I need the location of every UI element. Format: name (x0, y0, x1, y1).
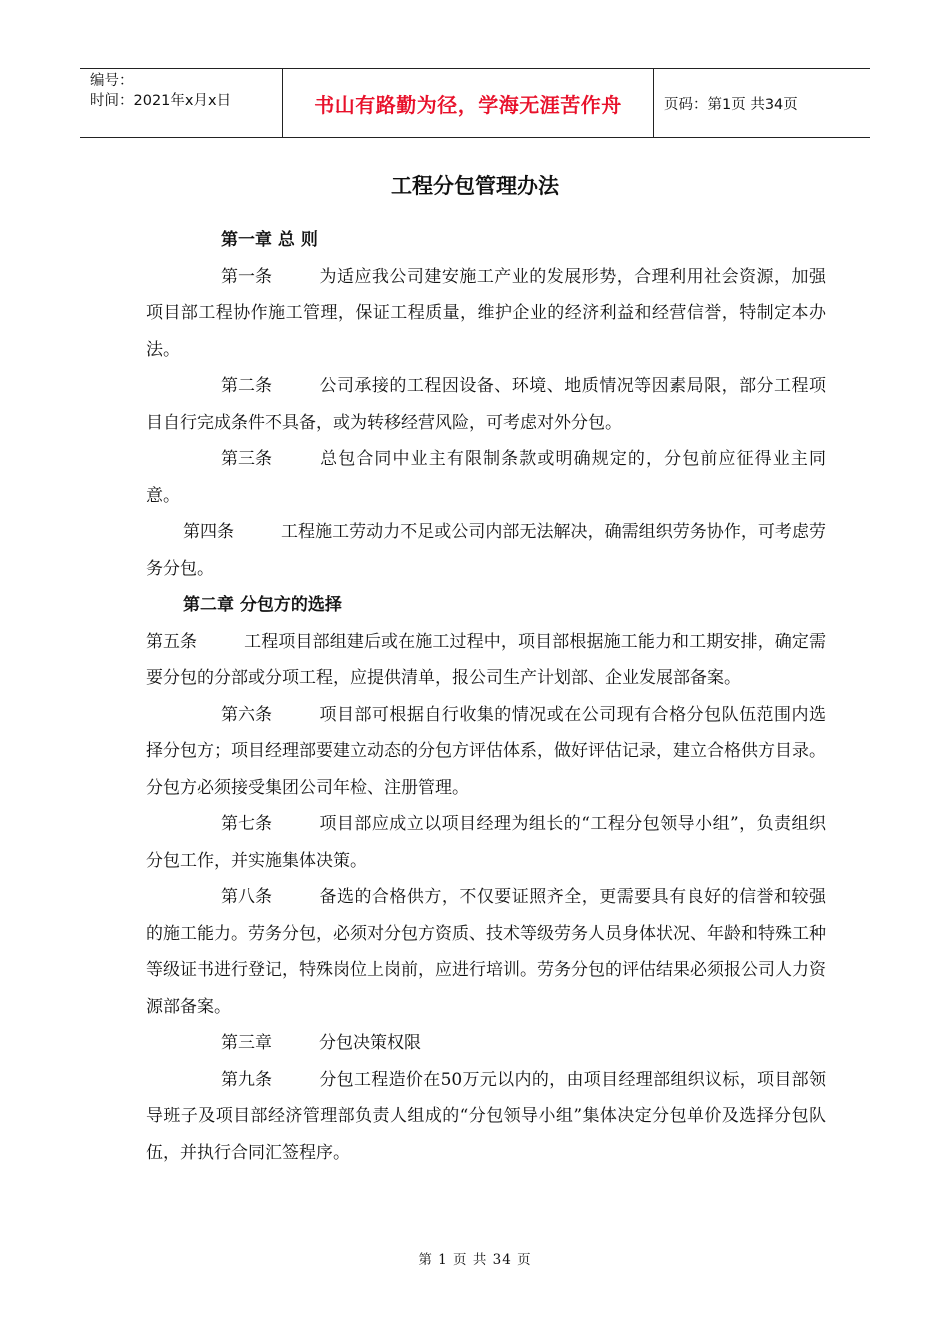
article-1-label: 第一条 (221, 266, 272, 287)
article-9-text: 分包工程造价在50万元以内的，由项目经理部组织议标，项目部领导班子及项目部经济管理部负责人组成的“分包领导小组”集体决定分包单价及选择分包队伍，并执行合同汇签程序。 (146, 1069, 826, 1163)
document-header (80, 68, 870, 138)
article-5-label: 第五条 (146, 631, 197, 652)
document-title: 工程分包管理办法 (391, 174, 559, 198)
chapter-2-heading: 第二章 分包方的选择 (183, 595, 342, 615)
document-date: 时间：2021年x月x日 (90, 93, 232, 109)
article-1-text: 为适应我公司建安施工产业的发展形势，合理利用社会资源，加强项目部工程协作施工管理，保证工程质量，维护企业的经济利益和经营信誉，特制定本办法。 (146, 266, 826, 360)
article-7-label: 第七条 (221, 814, 272, 834)
chapter-3-label: 第三章 (221, 1033, 272, 1053)
article-5 (146, 624, 826, 697)
article-2 (146, 368, 826, 441)
header-page-info: 页码：第1页 共34页 (664, 96, 798, 113)
article-1 (146, 259, 826, 369)
article-4 (146, 514, 826, 587)
page-footer: 第 1 页 共 34 页 (418, 1252, 532, 1268)
article-6-text: 项目部可根据自行收集的情况或在公司现有合格分包队伍范围内选择分包方；项目经理部要建立动态的分包方评估体系，做好评估记录，建立合格供方目录。分包方必须接受集团公司年检、注册管理。 (146, 704, 826, 798)
article-3-label: 第三条 (221, 449, 272, 469)
document-body (146, 222, 826, 1171)
article-2-label: 第二条 (221, 376, 272, 396)
article-7 (146, 806, 826, 879)
chapter-3-title: 分包决策权限 (319, 1033, 421, 1053)
article-3 (146, 441, 826, 514)
article-9-label: 第九条 (221, 1069, 272, 1090)
header-motto: 书山有路勤为径，学海无涯苦作舟 (282, 69, 654, 137)
article-7-text: 项目部应成立以项目经理为组长的“工程分包领导小组”，负责组织分包工作，并实施集体决策。 (146, 814, 826, 871)
chapter-1-heading: 第一章 总 则 (221, 230, 318, 250)
article-4-label: 第四条 (183, 522, 234, 542)
article-6-label: 第六条 (221, 704, 272, 725)
article-6 (146, 697, 826, 807)
article-3-text: 总包合同中业主有限制条款或明确规定的，分包前应征得业主同意。 (146, 449, 826, 506)
header-meta (80, 69, 282, 137)
article-4-text: 工程施工劳动力不足或公司内部无法解决，确需组织劳务协作，可考虑劳务分包。 (146, 522, 826, 579)
article-8 (146, 879, 826, 1025)
article-9 (146, 1062, 826, 1172)
chapter-3-heading (146, 1025, 826, 1062)
article-2-text: 公司承接的工程因设备、环境、地质情况等因素局限，部分工程项目自行完成条件不具备，或为转移经营风险，可考虑对外分包。 (146, 376, 826, 433)
article-8-text: 备选的合格供方，不仅要证照齐全，更需要具有良好的信誉和较强的施工能力。劳务分包，必须对分包方资质、技术等级劳务人员身体状况、年龄和特殊工种等级证书进行登记，特殊岗位上岗前，应进行培训。劳务分包的评估结果必须报公司人力资源部备案。 (146, 887, 826, 1017)
article-8-label: 第八条 (221, 887, 272, 907)
article-5-text: 工程项目部组建后或在施工过程中，项目部根据施工能力和工期安排，确定需要分包的分部或分项工程，应提供清单，报公司生产计划部、企业发展部备案。 (146, 631, 826, 688)
document-number-label: 编号： (90, 73, 134, 89)
